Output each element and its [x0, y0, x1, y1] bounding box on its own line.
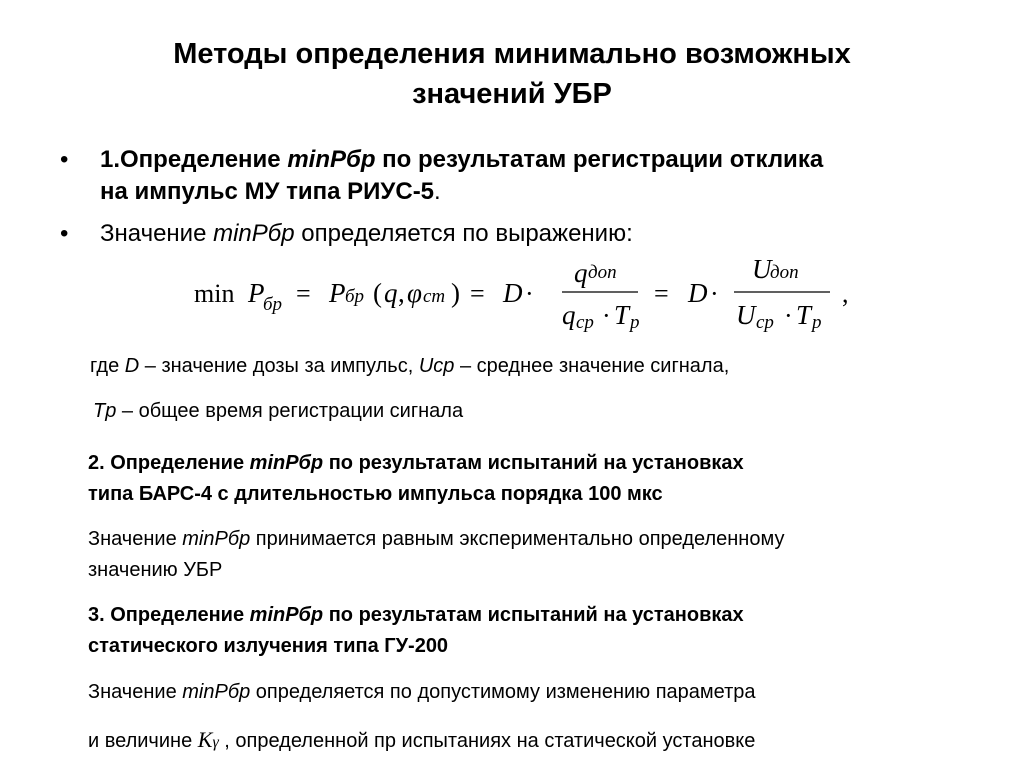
section-3-head-rest: по результатам испытаний на установках: [323, 604, 744, 626]
formula-sub-r-1: р: [630, 312, 640, 333]
section-3-body-prefix: Значение: [88, 681, 183, 703]
where-Usr: Uср: [418, 355, 455, 377]
section-2-heading-line-1: [88, 450, 744, 476]
formula-dot-3: ·: [710, 279, 719, 308]
formula-sub-sr-1: ср: [576, 312, 594, 333]
title-line-2: значений УБР: [412, 78, 612, 110]
formula-sub-r-2: р: [812, 312, 822, 333]
section-2-head-prefix: 2. Определение: [88, 452, 250, 474]
section-3-heading-line-1: [88, 602, 744, 628]
formula-T-1: T: [614, 300, 630, 330]
bullet-1-line2-text: на импульс МУ типа РИУС-5: [100, 178, 435, 205]
bullet-2-prefix: Значение: [100, 220, 214, 247]
formula-eq-2: =: [470, 279, 485, 308]
section-2-body-line-1: [88, 526, 784, 552]
section-2-body-term: minPбр: [182, 528, 251, 550]
formula-sub-dop-1: доп: [588, 262, 617, 283]
formula-eq-3: =: [654, 279, 669, 308]
bullet-marker-2: •: [60, 220, 69, 247]
section-2-body-line-2: значению УБР: [88, 559, 223, 581]
bullet-1-line-1: [100, 144, 823, 176]
formula-dot-2: ·: [602, 301, 611, 330]
where-Tr: Tр: [93, 400, 117, 422]
formula-dot-4: ·: [784, 301, 793, 330]
where-D: D: [124, 355, 140, 377]
section-2-body-rest: принимается равным экспериментально определенному: [250, 528, 785, 550]
section-3-body-term: minPбр: [182, 681, 251, 703]
formula-end-comma: ,: [842, 279, 849, 308]
section-3-term: minPбр: [249, 604, 324, 626]
section-3-body2-rest: , определенной пр испытаниях на статической установке: [218, 730, 756, 752]
formula-q-bot: q: [562, 300, 576, 330]
where-line-1: [90, 353, 729, 379]
section-2-body-prefix: Значение: [88, 528, 183, 550]
bullet-2-line: [100, 218, 633, 250]
bullet-2-term: minPбр: [213, 220, 295, 247]
formula-sub-br-1: бр: [263, 294, 283, 315]
where-line-2: [93, 398, 463, 424]
formula-rparen: ): [451, 278, 460, 308]
formula-comma: ,: [398, 278, 405, 308]
bullet-1-prefix: 1.Определение: [100, 146, 288, 173]
formula-D-2: D: [688, 278, 708, 308]
section-3-K: K: [197, 727, 213, 752]
bullet-marker-1: •: [60, 146, 69, 173]
formula-sub-st: ст: [423, 286, 446, 307]
section-3-gamma: γ: [212, 734, 219, 751]
formula-q-top: q: [574, 258, 588, 288]
section-3-body-line-1: [88, 679, 756, 705]
section-3-body-line-2: [88, 727, 755, 756]
formula-P2: P: [329, 278, 346, 308]
section-3-heading-line-2: статического излучения типа ГУ-200: [88, 635, 449, 657]
section-2-head-rest: по результатам испытаний на установках: [323, 452, 744, 474]
formula-min: min: [194, 279, 235, 308]
where-D-desc: – значение дозы за импульс,: [139, 355, 419, 377]
formula-T-2: T: [796, 300, 812, 330]
title-line-1: Методы определения минимально возможных: [173, 38, 851, 70]
section-3-body2-prefix: и величине: [88, 730, 198, 752]
bullet-1-period: .: [434, 178, 441, 205]
formula-phi: φ: [407, 278, 422, 308]
formula-sub-sr-2: ср: [756, 312, 774, 333]
formula-U-bot: U: [736, 300, 756, 330]
bullet-1-line-2: [100, 176, 441, 208]
section-2-heading-line-2: типа БАРС-4 с длительностью импульса порядка 100 мкс: [88, 483, 663, 505]
section-3-body-rest: определяется по допустимому изменению параметра: [250, 681, 756, 703]
formula-P: P: [248, 278, 265, 308]
formula-eq-1: =: [296, 279, 311, 308]
where-Usr-desc: – среднее значение сигнала,: [454, 355, 730, 377]
formula-D-1: D: [503, 278, 523, 308]
bullet-1-term: minPбр: [287, 146, 376, 173]
formula-sub-dop-2: доп: [770, 262, 799, 283]
formula-sub-br-2: бр: [345, 286, 365, 307]
slide-title: [0, 34, 1024, 114]
formula-q: q: [384, 278, 398, 308]
formula-lparen: (: [373, 278, 382, 308]
bullet-1-rest: по результатам регистрации отклика: [375, 146, 824, 173]
bullet-2-rest: определяется по выражению:: [294, 220, 633, 247]
formula-U-top: U: [752, 254, 772, 284]
formula-dot-1: ·: [525, 279, 534, 308]
formula: [190, 254, 870, 338]
where-prefix: где: [90, 355, 125, 377]
section-3-head-prefix: 3. Определение: [88, 604, 250, 626]
where-Tr-desc: – общее время регистрации сигнала: [116, 400, 464, 422]
section-2-term: minPбр: [249, 452, 324, 474]
